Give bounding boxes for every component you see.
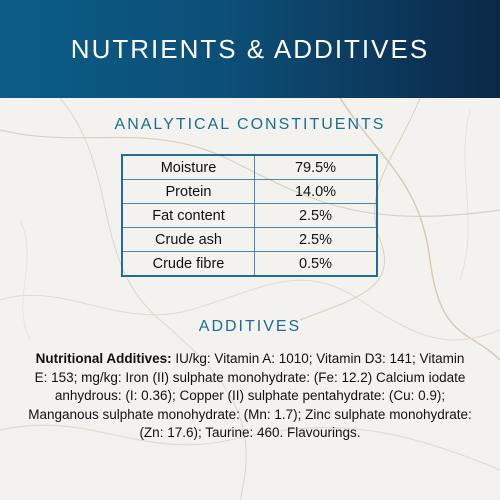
constituent-name: Fat content xyxy=(122,204,255,228)
constituent-value: 79.5% xyxy=(255,155,378,180)
analytical-constituents-heading: ANALYTICAL CONSTITUENTS xyxy=(114,116,386,133)
constituent-name: Crude fibre xyxy=(122,252,255,277)
constituents-table xyxy=(121,154,378,277)
constituent-value: 2.5% xyxy=(255,228,378,252)
additives-body: IU/kg: Vitamin A: 1010; Vitamin D3: 141; Vitamin E: 153; mg/kg: Iron (II) sulphate monohydrate: (Fe: 12.2) Calcium iodate anhydrous: (I: 0.36); Copper (II) sulphate pentahydrate: (Cu: 0.9); Manganous sulphate monohydrate: (Mn: 1.7); Zinc sulphate monohydrate: (Zn: 17.6); Taurine: 460. Flavourings. xyxy=(28,351,472,441)
table-row xyxy=(122,228,377,252)
constituent-name: Moisture xyxy=(122,155,255,180)
constituent-name: Protein xyxy=(122,180,255,204)
constituent-value: 14.0% xyxy=(255,180,378,204)
constituent-value: 0.5% xyxy=(255,252,378,277)
table-row xyxy=(122,180,377,204)
table-row xyxy=(122,252,377,277)
table-row xyxy=(122,204,377,228)
additives-label: Nutritional Additives: xyxy=(35,351,172,366)
additives-paragraph xyxy=(28,350,472,443)
additives-heading: ADDITIVES xyxy=(198,318,302,335)
table-row xyxy=(122,155,377,180)
banner-title: NUTRIENTS & ADDITIVES xyxy=(70,33,430,64)
constituent-value: 2.5% xyxy=(255,204,378,228)
header-banner xyxy=(0,0,500,98)
constituent-name: Crude ash xyxy=(122,228,255,252)
